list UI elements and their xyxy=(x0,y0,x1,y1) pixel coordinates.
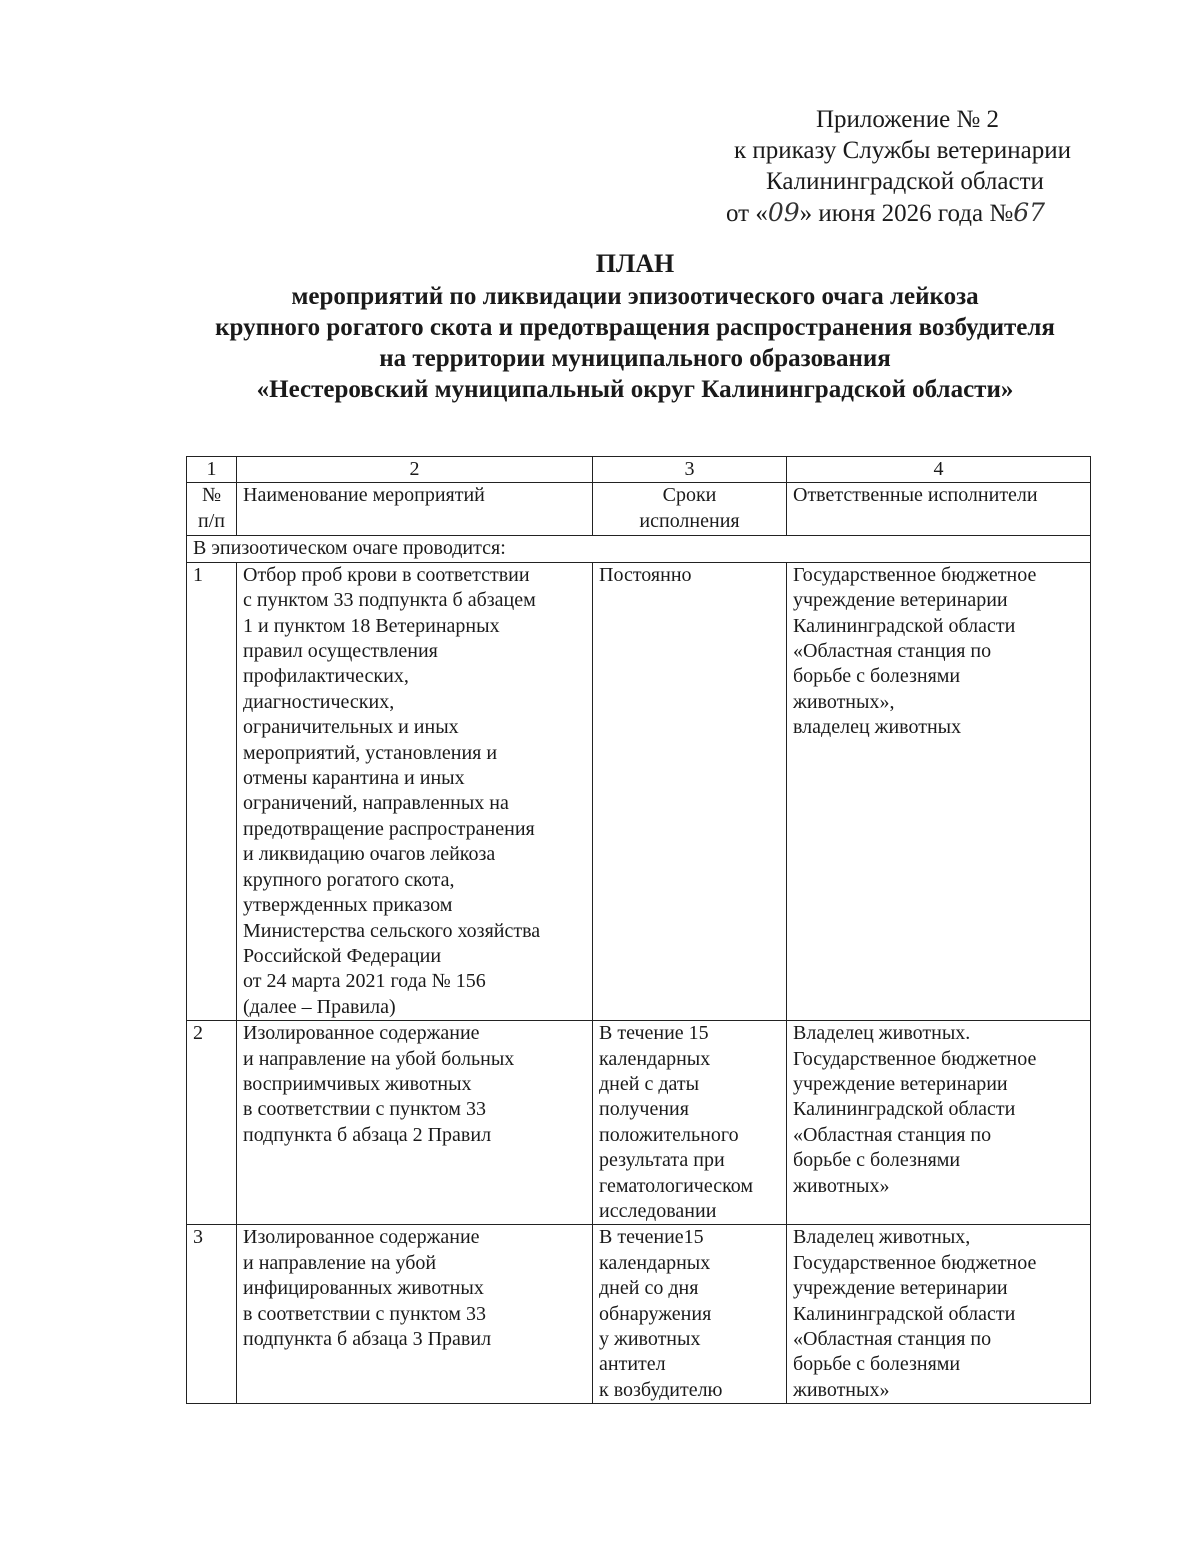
appendix-date-line xyxy=(700,197,1120,229)
row-term: Постоянно xyxy=(593,562,787,1020)
column-number-row xyxy=(187,457,1091,483)
title-line-3: на территории муниципального образования xyxy=(379,345,891,372)
header-row xyxy=(187,483,1091,536)
document-title xyxy=(150,248,1120,405)
row-name: Изолированное содержание и направление на убой инфицированных животных в соответствии с пунктом 33 подпункта б абзаца 3 Правил xyxy=(237,1225,593,1404)
header-term: Сроки исполнения xyxy=(593,483,787,536)
date-prefix: от « xyxy=(726,200,768,227)
table-row xyxy=(187,1021,1091,1225)
header-responsible: Ответственные исполнители xyxy=(787,483,1091,536)
plan-table xyxy=(186,456,1091,1404)
table-row xyxy=(187,562,1091,1020)
row-name: Изолированное содержание и направление на убой больных восприимчивых животных в соответствии с пунктом 33 подпункта б абзаца 2 Правил xyxy=(237,1021,593,1225)
appendix-line-2: к приказу Службы ветеринарии xyxy=(734,137,1072,164)
section-row xyxy=(187,536,1091,562)
row-term: В течение 15 календарных дней с даты получения положительного результата при гематологическом исследовании xyxy=(593,1021,787,1225)
column-number: 1 xyxy=(187,457,237,483)
handwritten-order-number: 67 xyxy=(1013,198,1045,227)
table-row xyxy=(187,1225,1091,1404)
header-name: Наименование мероприятий xyxy=(237,483,593,536)
row-responsible: Владелец животных, Государственное бюджетное учреждение ветеринарии Калининградской области «Областная станция по борьбе с болезнями животных» xyxy=(787,1225,1091,1404)
handwritten-day: 09 xyxy=(767,198,800,227)
title-line-1: мероприятий по ликвидации эпизоотического очага лейкоза xyxy=(291,283,979,310)
title-line-2: крупного рогатого скота и предотвращения распространения возбудителя xyxy=(215,314,1055,341)
column-number: 3 xyxy=(593,457,787,483)
row-responsible: Государственное бюджетное учреждение ветеринарии Калининградской области «Областная станция по борьбе с болезнями животных», владелец животных xyxy=(787,562,1091,1020)
appendix-line-3: Калининградской области xyxy=(766,168,1044,195)
column-number: 4 xyxy=(787,457,1091,483)
row-responsible: Владелец животных. Государственное бюджетное учреждение ветеринарии Калининградской области «Областная станция по борьбе с болезнями животных» xyxy=(787,1021,1091,1225)
row-num: 1 xyxy=(187,562,237,1020)
date-mid: » июня 2026 года № xyxy=(799,200,1014,227)
row-num: 3 xyxy=(187,1225,237,1404)
column-number: 2 xyxy=(237,457,593,483)
header-num: № п/п xyxy=(187,483,237,536)
section-label: В эпизоотическом очаге проводится: xyxy=(187,536,1091,562)
title-line-4: «Нестеровский муниципальный округ Калининградской области» xyxy=(256,376,1014,403)
appendix-block xyxy=(700,104,1120,229)
row-name: Отбор проб крови в соответствии с пунктом 33 подпункта б абзацем 1 и пунктом 18 Ветеринарных правил осуществления профилактических, диагностических, ограничительных и иных мероприятий, установления и отмены карантина и иных ограничений, направленных на предотвращение распространения и ликвидацию очагов лейкоза крупного рогатого скота, утвержденных приказом Министерства сельского хозяйства Российской Федерации от 24 марта 2021 года № 156 (далее – Правила) xyxy=(237,562,593,1020)
row-num: 2 xyxy=(187,1021,237,1225)
title-main: ПЛАН xyxy=(595,249,675,278)
appendix-line-1: Приложение № 2 xyxy=(816,106,1000,133)
row-term: В течение15 календарных дней со дня обнаружения у животных антител к возбудителю xyxy=(593,1225,787,1404)
